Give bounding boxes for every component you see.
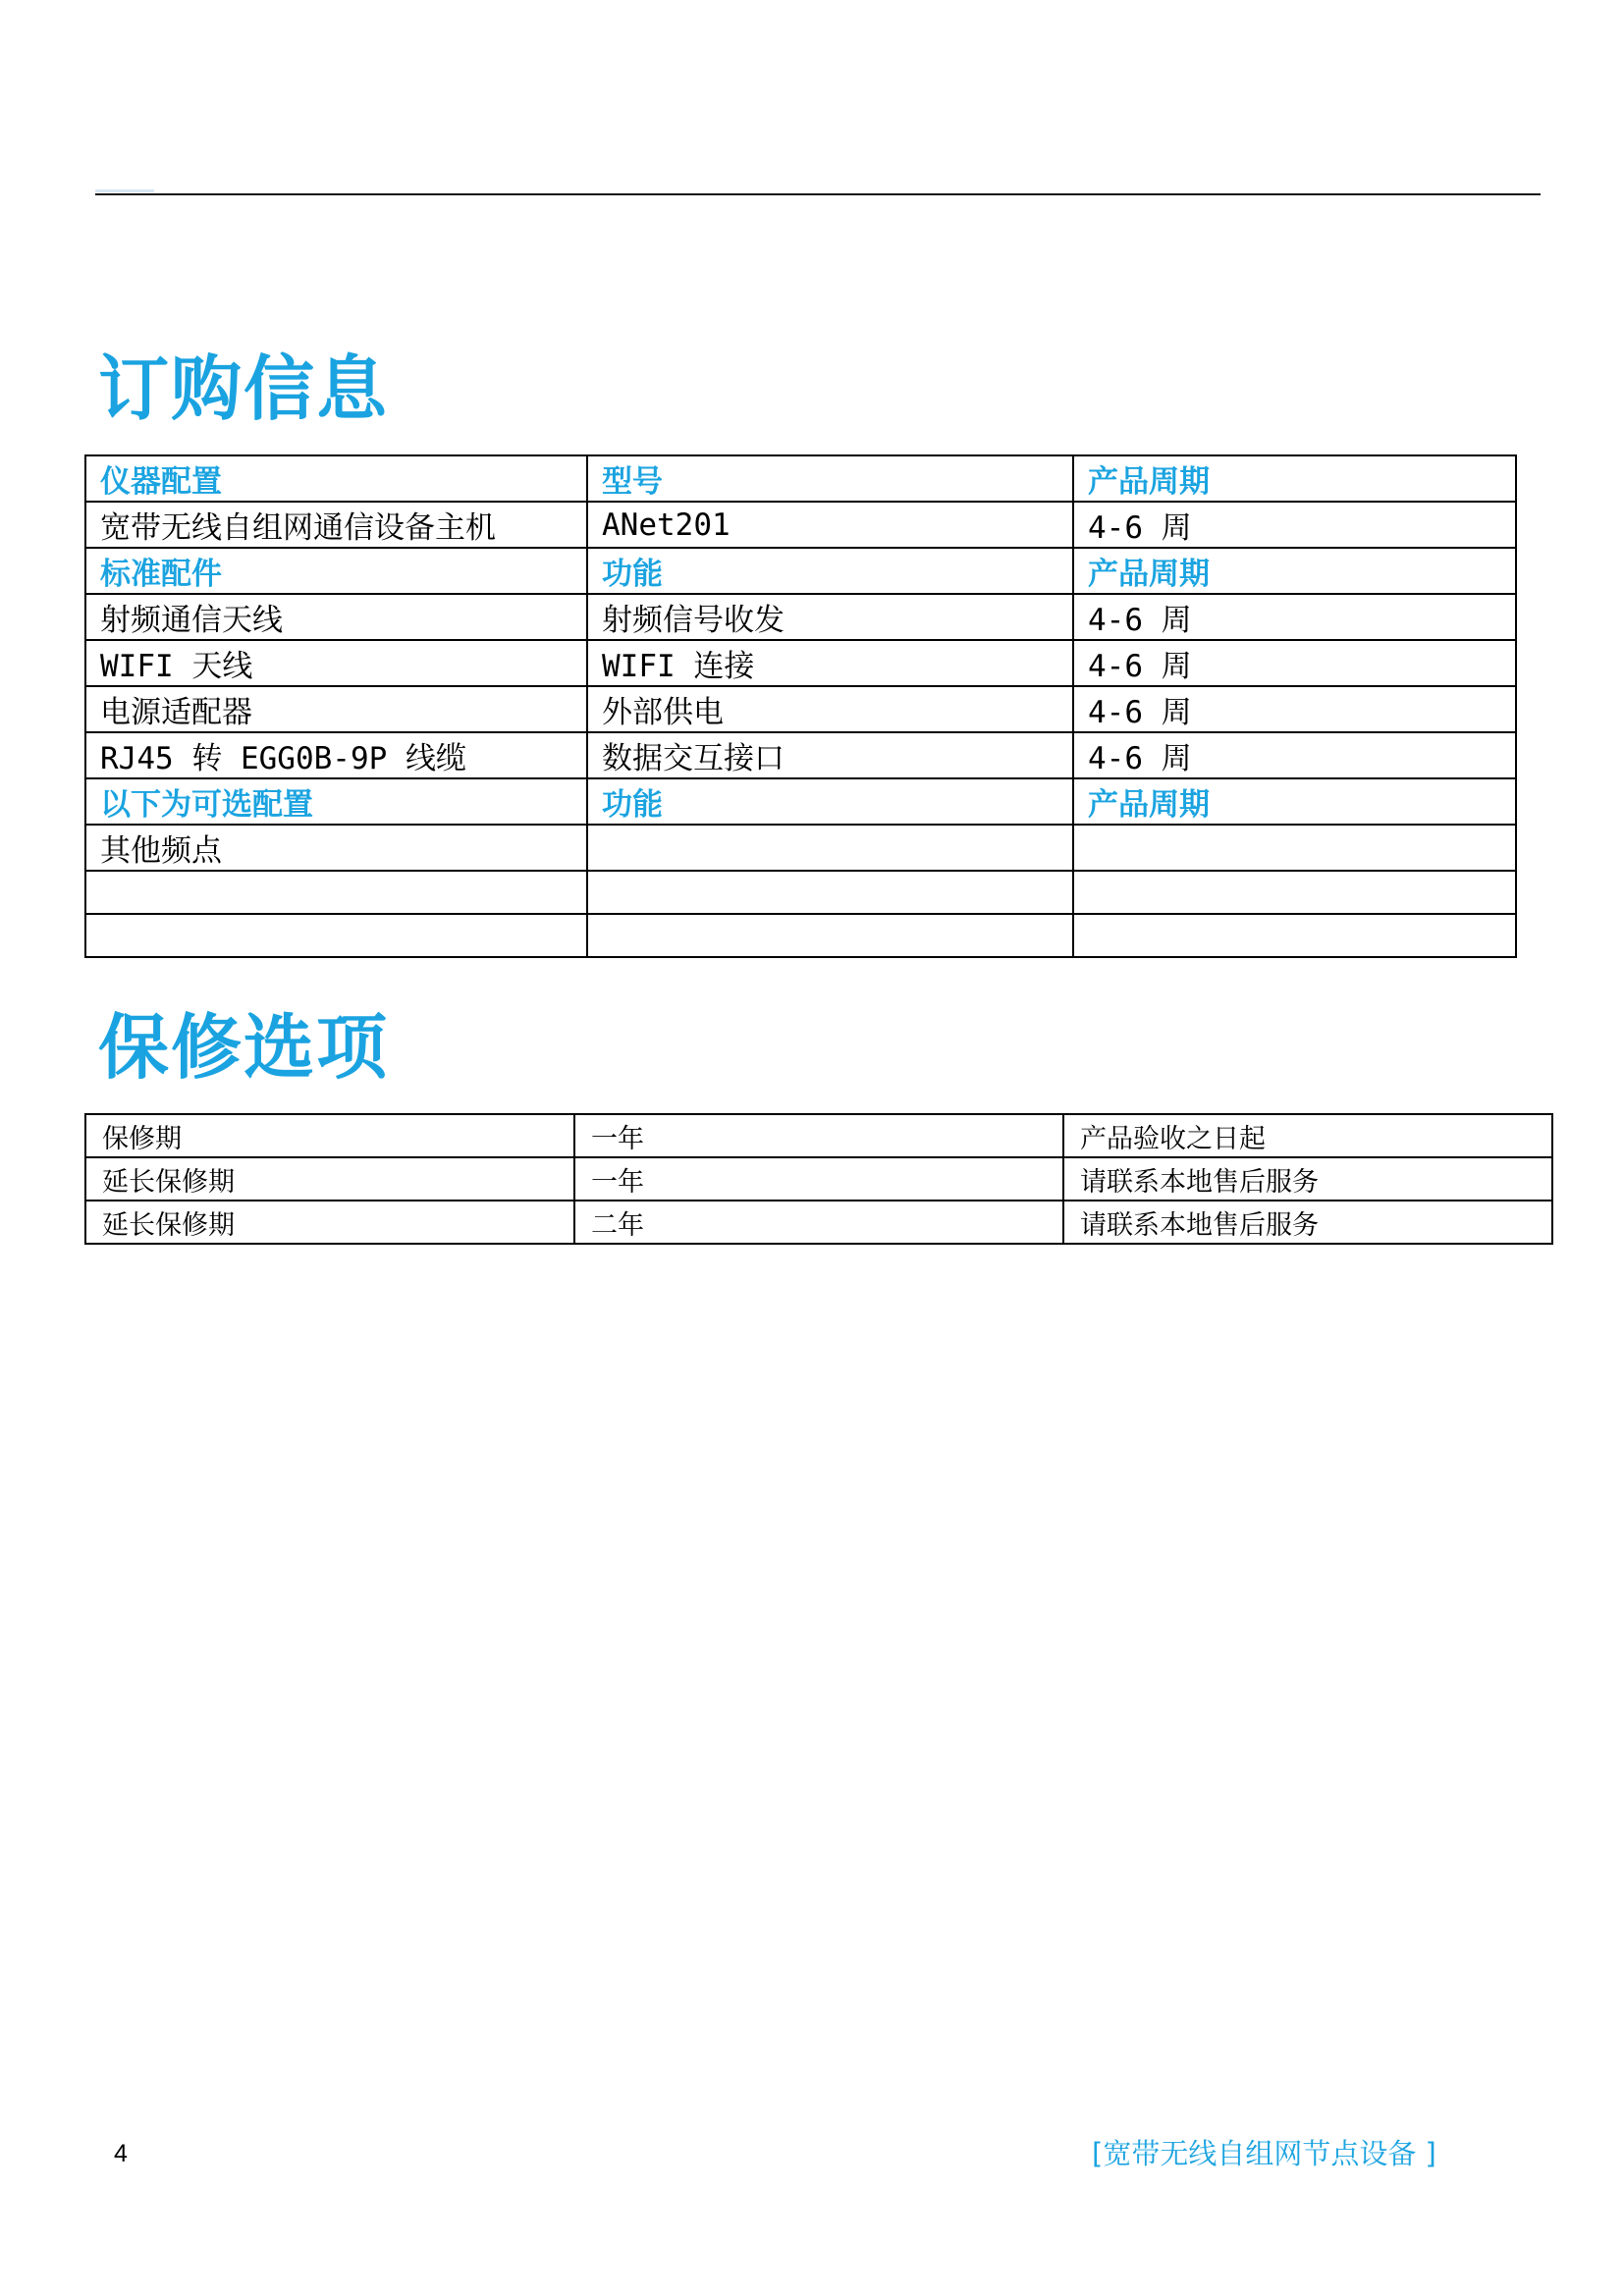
header-rule-accent — [95, 189, 154, 192]
table-cell — [1073, 871, 1516, 914]
table-cell: 射频通信天线 — [85, 594, 587, 640]
table-row — [85, 502, 1516, 548]
table-row — [85, 732, 1516, 778]
table-cell: 射频信号收发 — [587, 594, 1073, 640]
table-cell: 4-6 周 — [1073, 502, 1516, 548]
table-row — [85, 1114, 1552, 1157]
table-header-cell: 产品周期 — [1073, 548, 1516, 594]
table-cell — [85, 871, 587, 914]
table-cell: 请联系本地售后服务 — [1063, 1201, 1552, 1244]
table-header-cell: 标准配件 — [85, 548, 587, 594]
table-header-cell: 功能 — [587, 778, 1073, 825]
table-cell: 4-6 周 — [1073, 594, 1516, 640]
order-info-table-body — [85, 455, 1516, 957]
table-header-cell: 产品周期 — [1073, 778, 1516, 825]
table-cell — [587, 914, 1073, 957]
table-cell — [587, 825, 1073, 871]
table-header-cell: 以下为可选配置 — [85, 778, 587, 825]
table-cell: 电源适配器 — [85, 686, 587, 732]
table-cell — [85, 914, 587, 957]
table-cell: 宽带无线自组网通信设备主机 — [85, 502, 587, 548]
table-cell: WIFI 连接 — [587, 640, 1073, 686]
table-cell: 4-6 周 — [1073, 686, 1516, 732]
table-cell: 产品验收之日起 — [1063, 1114, 1552, 1157]
table-cell: 数据交互接口 — [587, 732, 1073, 778]
table-cell: 一年 — [574, 1114, 1063, 1157]
table-cell: WIFI 天线 — [85, 640, 587, 686]
page-number: 4 — [114, 2140, 128, 2167]
table-cell — [1073, 914, 1516, 957]
table-row — [85, 1201, 1552, 1244]
table-cell: 二年 — [574, 1201, 1063, 1244]
table-cell: 一年 — [574, 1157, 1063, 1201]
table-header-cell: 功能 — [587, 548, 1073, 594]
table-row — [85, 871, 1516, 914]
table-cell: 外部供电 — [587, 686, 1073, 732]
footer-document-title: [宽带无线自组网节点设备 ] — [1092, 2137, 1436, 2170]
table-cell — [1073, 825, 1516, 871]
table-row — [85, 1157, 1552, 1201]
table-row — [85, 825, 1516, 871]
table-cell: 延长保修期 — [85, 1157, 574, 1201]
table-row — [85, 640, 1516, 686]
table-row — [85, 594, 1516, 640]
table-cell: 请联系本地售后服务 — [1063, 1157, 1552, 1201]
table-header-cell: 产品周期 — [1073, 455, 1516, 502]
order-info-table — [84, 454, 1517, 958]
table-header-cell: 型号 — [587, 455, 1073, 502]
header-rule — [95, 193, 1541, 195]
table-cell: 4-6 周 — [1073, 732, 1516, 778]
warranty-options-table-body — [85, 1114, 1552, 1244]
table-cell: 其他频点 — [85, 825, 587, 871]
table-cell: RJ45 转 EGG0B-9P 线缆 — [85, 732, 587, 778]
table-cell — [587, 871, 1073, 914]
table-header-row — [85, 455, 1516, 502]
table-cell: 4-6 周 — [1073, 640, 1516, 686]
table-row — [85, 914, 1516, 957]
table-header-row — [85, 778, 1516, 825]
table-header-cell: 仪器配置 — [85, 455, 587, 502]
table-cell: ANet201 — [587, 502, 1073, 548]
order-info-title: 订购信息 — [98, 347, 390, 430]
table-row — [85, 686, 1516, 732]
warranty-options-table — [84, 1113, 1553, 1245]
table-cell: 延长保修期 — [85, 1201, 574, 1244]
warranty-options-title: 保修选项 — [98, 1006, 390, 1089]
table-cell: 保修期 — [85, 1114, 574, 1157]
table-header-row — [85, 548, 1516, 594]
